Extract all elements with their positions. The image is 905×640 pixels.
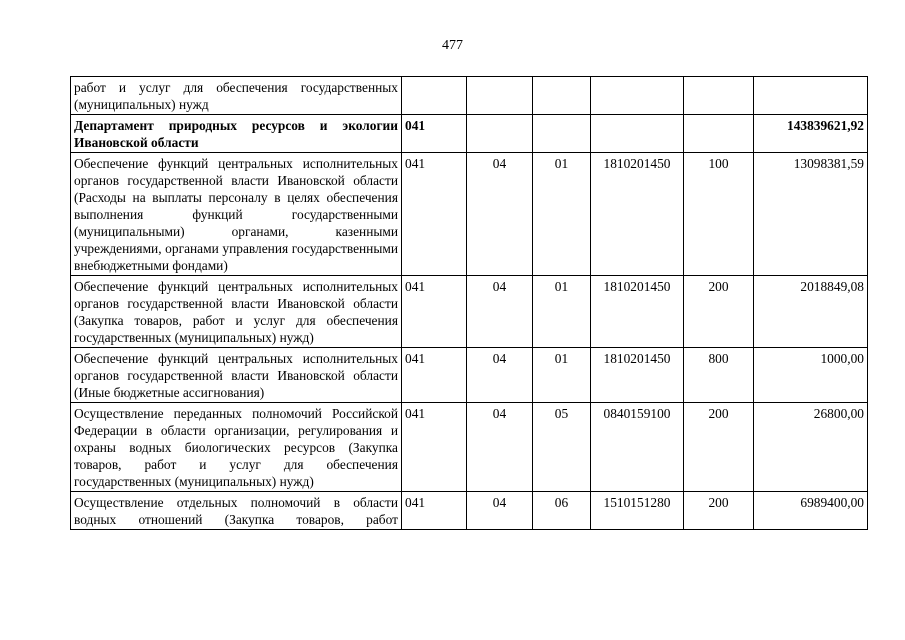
section-code: 04: [467, 276, 533, 348]
subsection-code: [533, 77, 591, 115]
budget-table-body: [71, 77, 868, 530]
table-row: [71, 77, 868, 115]
budget-table: [70, 76, 868, 530]
ministry-code: 041: [402, 153, 467, 276]
target-article-code: 1810201450: [591, 153, 684, 276]
expense-type-code: 100: [684, 153, 754, 276]
expense-type-code: [684, 77, 754, 115]
subsection-code: 01: [533, 153, 591, 276]
target-article-code: 1810201450: [591, 348, 684, 403]
target-article-code: [591, 77, 684, 115]
subsection-code: 06: [533, 492, 591, 530]
section-code: 04: [467, 403, 533, 492]
ministry-code: 041: [402, 115, 467, 153]
subsection-code: 01: [533, 276, 591, 348]
target-article-code: [591, 115, 684, 153]
table-row: [71, 276, 868, 348]
table-row: [71, 153, 868, 276]
section-code: [467, 77, 533, 115]
table-row: [71, 348, 868, 403]
row-description: Обеспечение функций центральных исполнительных органов государственной власти Ивановской области (Расходы на выплаты персоналу в целях обеспечения выполнения функций государственными (муниципальными) органами, казенными учреждениями, органами управления государственными внебюджетными фондами): [71, 153, 402, 276]
row-description: Обеспечение функций центральных исполнительных органов государственной власти Ивановской области (Закупка товаров, работ и услуг для обеспечения государственных (муниципальных) нужд): [71, 276, 402, 348]
expense-type-code: [684, 115, 754, 153]
amount: [754, 77, 868, 115]
section-code: [467, 115, 533, 153]
ministry-code: 041: [402, 276, 467, 348]
row-description: Департамент природных ресурсов и экологии Ивановской области: [71, 115, 402, 153]
expense-type-code: 200: [684, 492, 754, 530]
amount: 2018849,08: [754, 276, 868, 348]
row-description: Осуществление переданных полномочий Российской Федерации в области организации, регулирования и охраны водных биологических ресурсов (Закупка товаров, работ и услуг для обеспечения государственных (муниципальных) нужд): [71, 403, 402, 492]
subsection-code: [533, 115, 591, 153]
amount: 1000,00: [754, 348, 868, 403]
target-article-code: 1510151280: [591, 492, 684, 530]
section-code: 04: [467, 348, 533, 403]
amount: 6989400,00: [754, 492, 868, 530]
section-code: 04: [467, 153, 533, 276]
row-description: Обеспечение функций центральных исполнительных органов государственной власти Ивановской области (Иные бюджетные ассигнования): [71, 348, 402, 403]
amount: 143839621,92: [754, 115, 868, 153]
target-article-code: 0840159100: [591, 403, 684, 492]
expense-type-code: 800: [684, 348, 754, 403]
table-row: [71, 403, 868, 492]
ministry-code: 041: [402, 403, 467, 492]
section-code: 04: [467, 492, 533, 530]
expense-type-code: 200: [684, 276, 754, 348]
ministry-code: 041: [402, 348, 467, 403]
amount: 13098381,59: [754, 153, 868, 276]
expense-type-code: 200: [684, 403, 754, 492]
amount: 26800,00: [754, 403, 868, 492]
subsection-code: 05: [533, 403, 591, 492]
row-description: работ и услуг для обеспечения государственных (муниципальных) нужд: [71, 77, 402, 115]
subsection-code: 01: [533, 348, 591, 403]
table-row: [71, 115, 868, 153]
target-article-code: 1810201450: [591, 276, 684, 348]
page-number: 477: [442, 38, 463, 53]
ministry-code: 041: [402, 492, 467, 530]
table-row: [71, 492, 868, 530]
row-description: Осуществление отдельных полномочий в области водных отношений (Закупка товаров, работ: [71, 492, 402, 530]
ministry-code: [402, 77, 467, 115]
